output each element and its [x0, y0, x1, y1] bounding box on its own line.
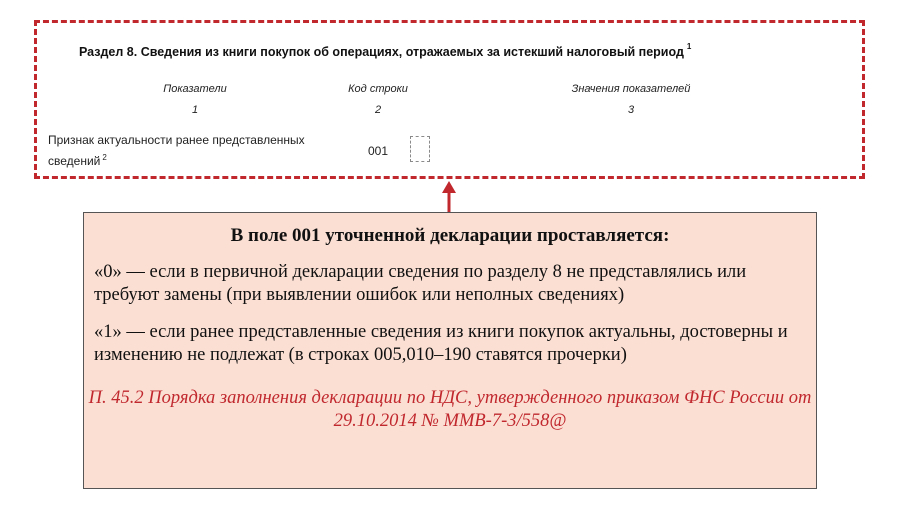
section-title-text: Раздел 8. Сведения из книги покупок об операциях, отражаемых за истекший налоговый период	[79, 45, 684, 60]
row-label-footnote: 2	[102, 153, 107, 162]
row-code: 001	[368, 144, 389, 158]
note-box	[83, 212, 817, 489]
note-paragraph-zero: «0» — если в первичной декларации сведения по разделу 8 не представлялись или требуют замены (при выявлении ошибок или неполных сведениях)	[94, 262, 747, 305]
column-number-3: 3	[627, 104, 635, 116]
column-header-indicators: Показатели	[163, 83, 227, 95]
value-cell[interactable]	[410, 136, 430, 162]
note-title: В поле 001 уточненной декларации проставляется:	[230, 225, 670, 246]
section-title-footnote: 1	[686, 42, 692, 51]
column-header-values: Значения показателей	[571, 83, 691, 95]
note-paragraph-one: «1» — если ранее представленные сведения из книги покупок актуальны, достоверны и изменению не подлежат (в строках 005,010–190 ставятся прочерки)	[94, 322, 788, 365]
section-title	[79, 44, 839, 59]
column-number-1: 1	[191, 104, 199, 116]
row-label	[48, 131, 348, 170]
column-number-2: 2	[374, 104, 382, 116]
arrow-up-icon	[442, 181, 456, 214]
column-header-line-code: Код строки	[348, 83, 408, 95]
note-reference: П. 45.2 Порядка заполнения декларации по НДС, утвержденного приказом ФНС России от 29.10.2014 № ММВ-7-3/558@	[88, 388, 812, 431]
row-label-text: Признак актуальности ранее представленных сведений	[48, 133, 305, 168]
